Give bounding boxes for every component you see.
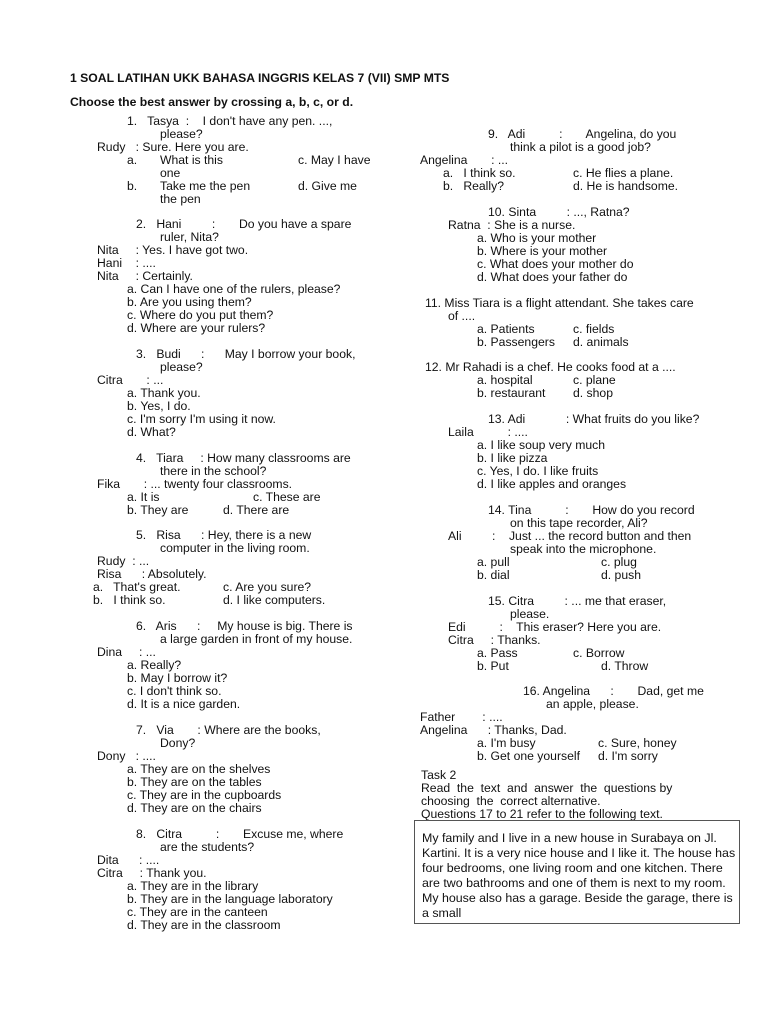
question-line: d. I'm sorry [598,749,658,763]
question-line: c. Sure, honey [598,736,677,750]
question-line: Ratna : She is a nurse. [448,218,576,232]
question-line: d. It is a nice garden. [127,697,241,711]
task2-instruction-line: choosing the correct alternative. [421,794,601,808]
question-line: Citra : Thanks. [448,633,541,647]
question-line: d. They are on the chairs [127,801,262,815]
question-line: 11. Miss Tiara is a flight attendant. She takes care [425,296,694,310]
question-line: a. Who is your mother [477,231,597,245]
question-line: Angelina : Thanks, Dad. [420,723,567,737]
question-line: d. They are in the classroom [127,918,281,932]
question-line: are the students? [160,840,255,854]
question-line: b. dial [477,568,510,582]
question-line: Dina : ... [97,645,156,659]
question-line: c. May I have [298,153,371,167]
question-line: d. He is handsome. [573,179,679,193]
question-line: d. push [601,568,641,582]
question-line: a. That's great. [93,580,181,594]
question-line: Fika : ... twenty four classrooms. [97,477,293,491]
question-line: d. Give me [298,179,357,193]
question-line: d. There are [223,503,290,517]
question-line: a. I'm busy [477,736,536,750]
question-line: 15. Citra : ... me that eraser, [488,594,667,608]
question-line: c. They are in the canteen [127,905,268,919]
question-line: b. They are on the tables [127,775,262,789]
question-line: Take me the pen [160,179,251,193]
question-line: c. plane [573,373,616,387]
question-line: on this tape recorder, Ali? [510,516,648,530]
question-line: d. animals [573,335,629,349]
question-line: a. I think so. [443,166,516,180]
question-line: c. I'm sorry I'm using it now. [127,412,276,426]
question-line: a. Patients [477,322,535,336]
reading-passage-text: My family and I live in a new house in Surabaya on Jl. Kartini. It is a very nice house and I like it. The house has four bedrooms, one living room and one kitchen. There are two bathrooms and one of them is next to my room. My house also has a garage. Beside the garage, there is a small [422,831,736,920]
question-line: b. [127,179,138,193]
question-line: a. pull [477,555,510,569]
question-line: c. Borrow [573,646,625,660]
question-line: Nita : Yes. I have got two. [97,243,249,257]
question-line: c. fields [573,322,615,336]
task2-instruction-line: Questions 17 to 21 refer to the following text. [421,807,663,821]
question-line: Angelina : ... [420,153,509,167]
question-line: Ali : Just ... the record button and then [448,529,692,543]
question-line: b. I think so. [93,593,166,607]
question-line: Rudy : Sure. Here you are. [97,140,249,154]
question-line: a. Thank you. [127,386,201,400]
question-line: an apple, please. [546,697,639,711]
question-line: ruler, Nita? [160,230,219,244]
question-line: c. Yes, I do. I like fruits [477,464,599,478]
question-line: speak into the microphone. [510,542,657,556]
question-line: Citra : Thank you. [97,866,207,880]
question-line: d. Throw [601,659,649,673]
question-line: Hani : .... [97,256,156,270]
question-line: 10. Sinta : ..., Ratna? [488,205,630,219]
task2-instruction-line: Read the text and answer the questions by [421,781,673,795]
question-line: 3. Budi : May I borrow your book, [136,347,356,361]
question-line: c. Are you sure? [223,580,312,594]
question-line: 16. Angelina : Dad, get me [523,684,704,698]
task2-heading: Task 2 [421,768,457,782]
question-line: b. Yes, I do. [127,399,191,413]
question-line: d. What? [127,425,176,439]
question-line: a. They are on the shelves [127,762,271,776]
question-line: d. I like apples and oranges [477,477,627,491]
question-line: b. Where is your mother [477,244,608,258]
question-line: a large garden in front of my house. [160,632,353,646]
question-line: one [160,166,181,180]
question-line: Dita : .... [97,853,160,867]
question-line: 7. Via : Where are the books, [136,723,321,737]
question-line: 9. Adi : Angelina, do you [488,127,677,141]
question-line: b. Put [477,659,509,673]
question-line: 8. Citra : Excuse me, where [136,827,344,841]
question-line: b. Are you using them? [127,295,252,309]
question-line: d. shop [573,386,613,400]
question-line: 2. Hani : Do you have a spare [136,217,352,231]
question-line: a. [127,153,138,167]
question-line: Rudy : ... [97,554,150,568]
question-line: Dony : .... [97,749,156,763]
question-line: 1. Tasya : I don't have any pen. ..., [127,114,333,128]
question-line: 12. Mr Rahadi is a chef. He cooks food at a .... [425,360,676,374]
question-line: please. [510,607,550,621]
question-line: c. I don't think so. [127,684,222,698]
question-line: a. They are in the library [127,879,259,893]
question-line: think a pilot is a good job? [510,140,651,154]
question-line: please? [160,360,203,374]
page-title: 1 SOAL LATIHAN UKK BAHASA INGGRIS KELAS 7 (VII) SMP MTS [70,71,450,85]
question-line: a. hospital [477,373,533,387]
question-line: of .... [448,309,476,323]
question-line: c. They are in the cupboards [127,788,282,802]
question-line: a. I like soup very much [477,438,606,452]
question-line: d. What does your father do [477,270,628,284]
question-line: b. Really? [443,179,504,193]
question-line: Citra : ... [97,373,164,387]
question-line: b. Get one yourself [477,749,580,763]
question-line: a. Pass [477,646,518,660]
instruction: Choose the best answer by crossing a, b, c, or d. [70,95,354,109]
question-line: b. I like pizza [477,451,548,465]
question-line: Father : .... [420,710,503,724]
question-line: c. These are [253,490,321,504]
question-line: a. Can I have one of the rulers, please? [127,282,341,296]
question-line: b. restaurant [477,386,546,400]
question-line: b. May I borrow it? [127,671,228,685]
question-line: 13. Adi : What fruits do you like? [488,412,700,426]
question-line: c. plug [601,555,637,569]
question-line: there in the school? [160,464,267,478]
question-line: b. They are [127,503,189,517]
question-line: d. Where are your rulers? [127,321,266,335]
question-line: please? [160,127,203,141]
reading-passage-box [414,820,740,924]
question-line: What is this [160,153,223,167]
question-line: the pen [160,192,201,206]
question-line: Laila : .... [448,425,528,439]
question-line: b. Passengers [477,335,555,349]
question-line: a. Really? [127,658,182,672]
question-line: computer in the living room. [160,541,310,555]
question-line: Edi : This eraser? Here you are. [448,620,662,634]
question-line: c. Where do you put them? [127,308,274,322]
question-line: 5. Risa : Hey, there is a new [136,528,312,542]
question-line: Risa : Absolutely. [97,567,207,581]
question-line: c. What does your mother do [477,257,634,271]
question-line: Nita : Certainly. [97,269,193,283]
question-line: a. It is [127,490,160,504]
question-line: c. He flies a plane. [573,166,674,180]
question-line: b. They are in the language laboratory [127,892,333,906]
question-line: 6. Aris : My house is big. There is [136,619,353,633]
question-line: 14. Tina : How do you record [488,503,695,517]
question-line: d. I like computers. [223,593,326,607]
question-line: 4. Tiara : How many classrooms are [136,451,351,465]
question-line: Dony? [160,736,196,750]
